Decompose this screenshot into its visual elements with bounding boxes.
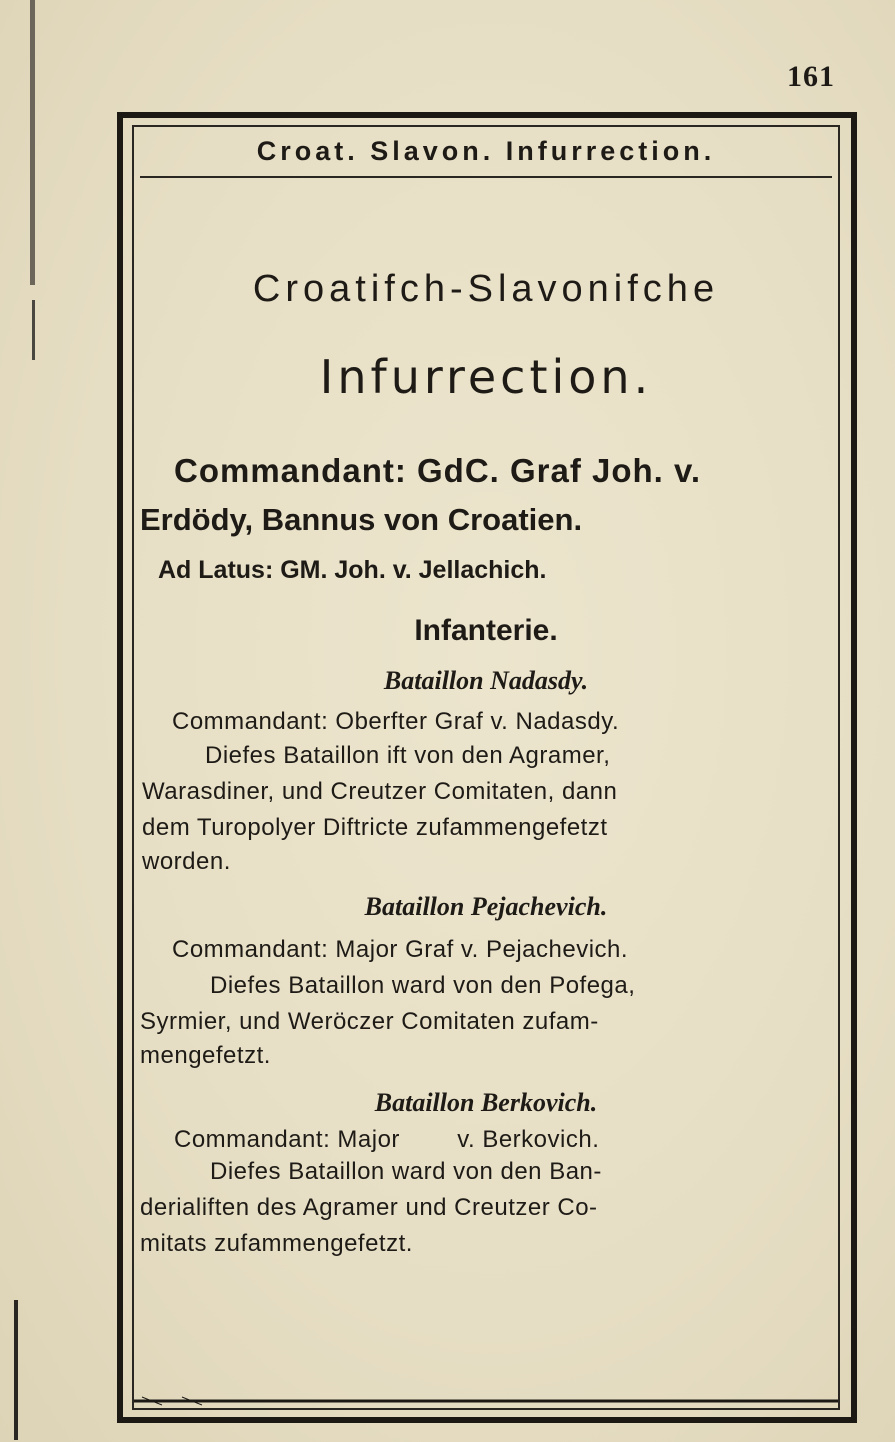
battalion-title: Bataillon Berkovich.	[374, 1088, 598, 1117]
battalion-text-line: dem Turopolyer Diftricte zufammengefetzt	[142, 814, 608, 841]
binding-gutter	[30, 0, 35, 285]
title-line-1: Croatifch-Slavonifche	[252, 268, 720, 310]
battalion-text-line: Diefes Bataillon ward von den Ban-	[210, 1158, 602, 1185]
battalion-text-line: Diefes Bataillon ward von den Pofega,	[210, 972, 636, 999]
battalion-title: Bataillon Nadasdy.	[383, 666, 589, 695]
bottom-rule-ornament	[132, 1395, 840, 1407]
commandant-line: Commandant: GdC. Graf Joh. v.	[174, 452, 702, 489]
binding-gutter-mark	[32, 300, 35, 360]
title-line-2: Infurrection.	[319, 350, 653, 404]
battalion-text-line: Syrmier, und Weröczer Comitaten zufam-	[140, 1008, 599, 1035]
binding-gutter-lower	[14, 1300, 18, 1440]
commandant-line-cont: Erdödy, Bannus von Croatien.	[140, 502, 583, 537]
battalion-title: Bataillon Pejachevich.	[364, 892, 608, 921]
running-head: Croat. Slavon. Infurrection.	[256, 136, 716, 166]
battalion-text-line: mengefetzt.	[140, 1042, 271, 1069]
battalion-commandant: Commandant: Major v. Berkovich.	[174, 1126, 600, 1153]
page-number: 161	[787, 60, 835, 93]
header-rule	[140, 176, 832, 178]
battalion-commandant: Commandant: Oberfter Graf v. Nadasdy.	[172, 708, 620, 735]
ad-latus-line: Ad Latus: GM. Joh. v. Jellachich.	[158, 556, 547, 584]
battalion-text-line: mitats zufammengefetzt.	[140, 1230, 413, 1257]
battalion-text-line: Diefes Bataillon ift von den Agramer,	[205, 742, 611, 769]
battalion-text-line: worden.	[142, 848, 231, 875]
battalion-text-line: derialiften des Agramer und Creutzer Co-	[140, 1194, 598, 1221]
section-heading: Infanterie.	[414, 614, 558, 647]
battalion-commandant: Commandant: Major Graf v. Pejachevich.	[172, 936, 629, 963]
battalion-text-line: Warasdiner, und Creutzer Comitaten, dann	[142, 778, 618, 805]
